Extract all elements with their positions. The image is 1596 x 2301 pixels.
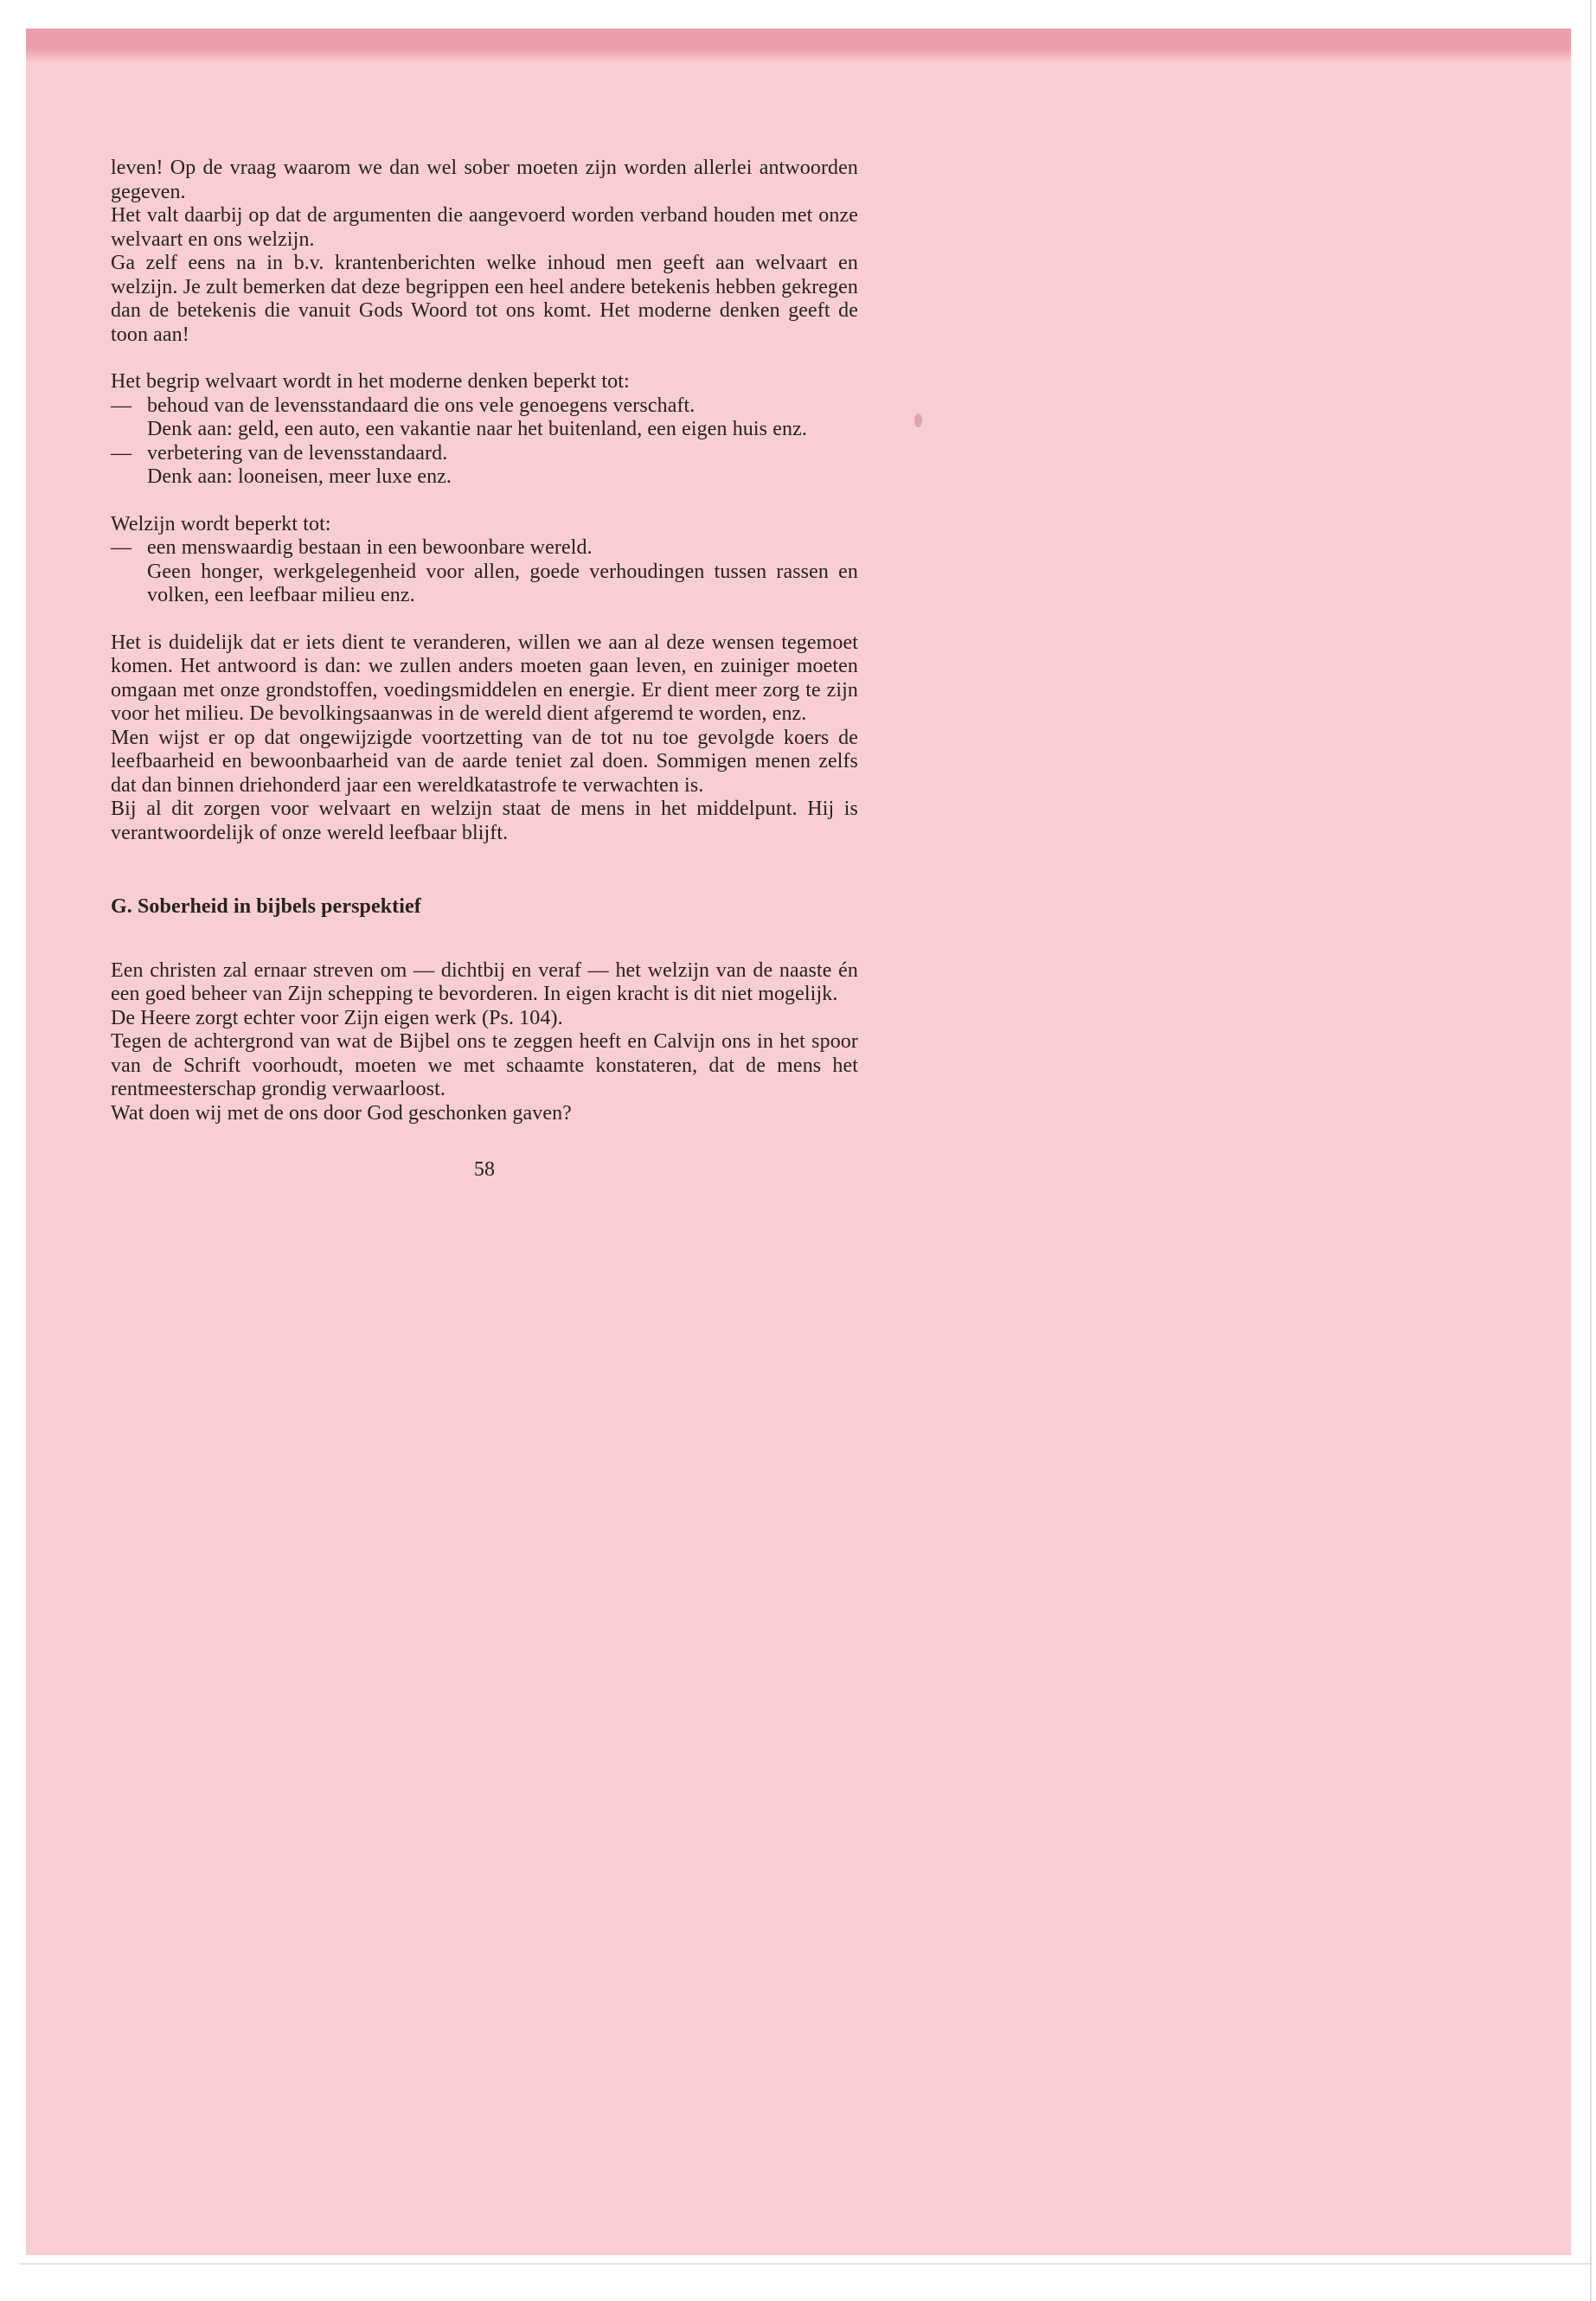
- body-paragraph: Bij al dit zorgen voor welvaart en welzijn staat de mens in het middelpunt. Hij is verantwoordelijk of onze wereld leefbaar blijft.: [111, 798, 858, 844]
- welvaart-list: [111, 370, 858, 490]
- section-heading: G. Soberheid in bijbels perspektief: [111, 895, 421, 918]
- list-intro: Het begrip welvaart wordt in het moderne denken beperkt tot:: [111, 370, 630, 393]
- list-item: [111, 394, 858, 442]
- page-top-shading: [26, 29, 1571, 63]
- list-item-note: Denk aan: geld, een auto, een vakantie naar het buitenland, een eigen huis enz.: [147, 418, 807, 440]
- body-paragraph: Ga zelf eens na in b.v. krantenberichten welke inhoud men geeft aan welvaart en welzijn. Je zult bemerken dat deze begrippen een heel andere betekenis hebben gekregen dan de betekenis die vanuit Gods Woord tot ons komt. Het moderne denken geeft de toon aan!: [111, 252, 858, 346]
- body-paragraph: Tegen de achtergrond van wat de Bijbel ons te zeggen heeft en Calvijn ons in het spoor van de Schrift voorhoudt, moeten we met schaamte konstateren, dat de mens het rentmeesterschap grondig verwaarloost.: [111, 1030, 858, 1100]
- list-item-note: Denk aan: looneisen, meer luxe enz.: [147, 465, 452, 488]
- list-item-text: behoud van de levensstandaard die ons vele genoegens verschaft.: [147, 394, 695, 417]
- page-number: 58: [473, 1158, 496, 1181]
- list-item-text: verbetering van de levensstandaard.: [147, 441, 448, 465]
- list-intro: Welzijn wordt beperkt tot:: [111, 512, 331, 535]
- print-artifact: [914, 413, 922, 427]
- body-paragraph: Men wijst er op dat ongewijzigde voortzetting van de tot nu toe gevolgde koers de leefbaarheid en bewoonbaarheid van de aarde teniet zal doen. Sommigen menen zelfs dat dan binnen driehonderd jaar een wereldkatastrofe te verwachten is.: [111, 726, 858, 797]
- body-paragraph: leven! Op de vraag waarom we dan wel sober moeten zijn worden allerlei antwoorden gegeven.: [111, 157, 858, 203]
- body-paragraph: Wat doen wij met de ons door God geschonken gaven?: [111, 1101, 572, 1125]
- list-item: [111, 536, 858, 608]
- text-column: [111, 157, 858, 1183]
- em-dash-bullet: —: [111, 441, 132, 465]
- list-item-text: een menswaardig bestaan in een bewoonbare wereld.: [147, 536, 593, 559]
- em-dash-bullet: —: [111, 394, 132, 417]
- welzijn-list: [111, 513, 858, 608]
- body-paragraph: De Heere zorgt echter voor Zijn eigen werk (Ps. 104).: [111, 1006, 563, 1029]
- book-page: [26, 29, 1571, 2255]
- em-dash-bullet: —: [111, 536, 132, 559]
- body-paragraph: Het valt daarbij op dat de argumenten die aangevoerd worden verband houden met onze welvaart en ons welzijn.: [111, 204, 858, 251]
- body-paragraph: Het is duidelijk dat er iets dient te veranderen, willen we aan al deze wensen tegemoet komen. Het antwoord is dan: we zullen anders moeten gaan leven, en zuiniger moeten omgaan met onze grondstoffen, voedingsmiddelen en energie. Er dient meer zorg te zijn voor het milieu. De bevolkingsaanwas in de wereld dient afgeremd te worden, enz.: [111, 631, 858, 725]
- list-item: [111, 442, 858, 490]
- body-paragraph: Een christen zal ernaar streven om — dichtbij en veraf — het welzijn van de naaste én een goed beheer van Zijn schepping te bevorderen. In eigen kracht is dit niet mogelijk.: [111, 958, 858, 1005]
- list-item-note: Geen honger, werkgelegenheid voor allen, goede verhoudingen tussen rassen en volken, een leefbaar milieu enz.: [147, 560, 858, 606]
